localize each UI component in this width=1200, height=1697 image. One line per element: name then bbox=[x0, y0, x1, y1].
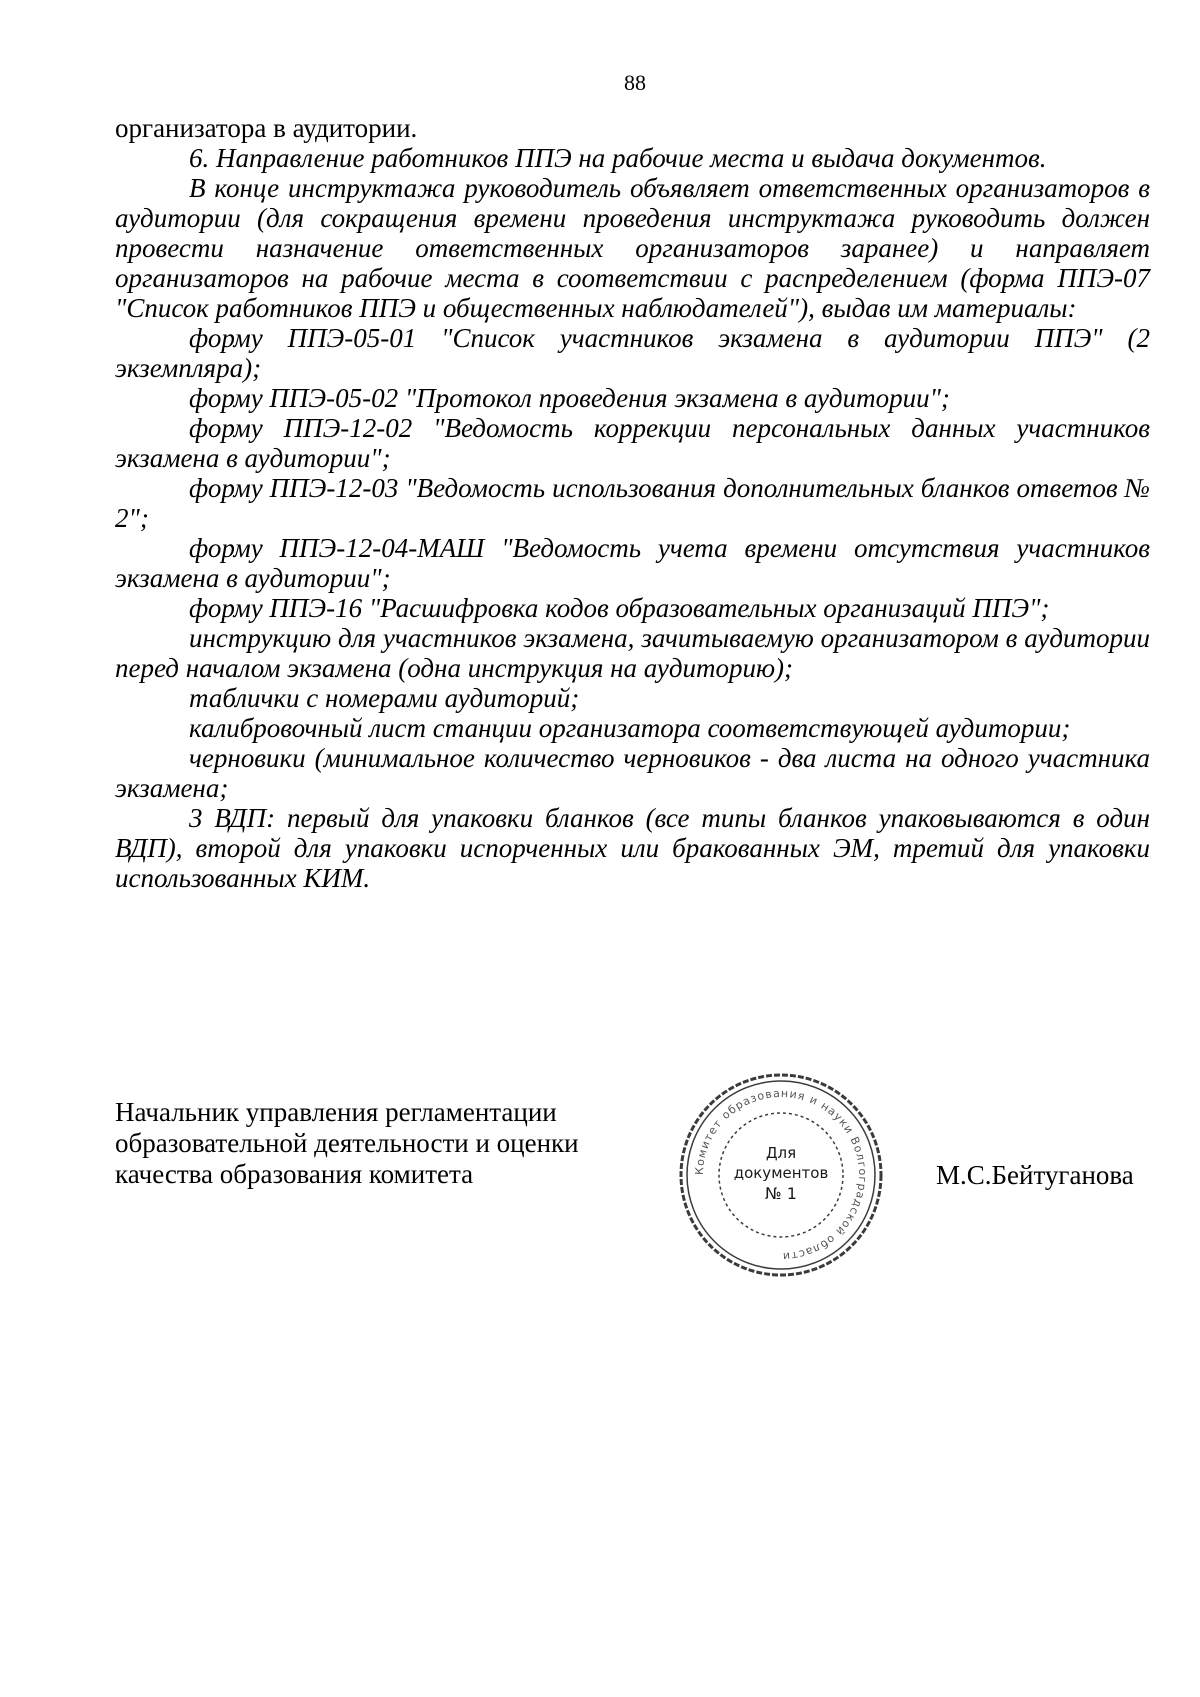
signer-name: М.С.Бейтуганова bbox=[936, 1160, 1134, 1190]
list-item: форму ППЭ-16 "Расшифровка кодов образовательных организаций ППЭ"; bbox=[189, 593, 1050, 623]
list-item: форму ППЭ-05-01 "Список участников экзамена в аудитории ППЭ" (2 экземпляра); bbox=[115, 323, 1150, 383]
list-item: инструкцию для участников экзамена, зачитываемую организатором в аудитории перед началом экзамена (одна инструкция на аудиторию); bbox=[115, 623, 1150, 683]
signer-title-line: образовательной деятельности и оценки bbox=[115, 1128, 579, 1158]
list-item: калибровочный лист станции организатора соответствующей аудитории; bbox=[189, 713, 1071, 743]
paragraph-2: В конце инструктажа руководитель объявляет ответственных организаторов в аудитории (для сокращения времени проведения инструктажа руководить должен провести назначение ответственных организаторов заранее) и направляет организаторов на рабочие места в соответствии с распределением (форма ППЭ-07 "Список работников ППЭ и общественных наблюдателей"), выдав им материалы: bbox=[115, 173, 1150, 323]
signer-title-line: Начальник управления регламентации bbox=[115, 1097, 557, 1127]
paragraph-0: организатора в аудитории. bbox=[115, 113, 418, 143]
official-seal bbox=[676, 1070, 886, 1280]
page-number: 88 bbox=[624, 70, 646, 95]
list-item: форму ППЭ-12-02 "Ведомость коррекции персональных данных участников экзамена в аудитории"; bbox=[115, 413, 1150, 473]
signer-title-line: качества образования комитета bbox=[115, 1159, 474, 1189]
seal-line-3: № 1 bbox=[765, 1184, 797, 1203]
seal-ring-text: Комитет образования и науки Волгоградской области bbox=[692, 1086, 870, 1264]
list-item: 3 ВДП: первый для упаковки бланков (все типы бланков упаковываются в один ВДП), второй для упаковки испорченных или бракованных ЭМ, третий для упаковки использованных КИМ. bbox=[115, 803, 1150, 893]
list-item: форму ППЭ-12-04-МАШ "Ведомость учета времени отсутствия участников экзамена в аудитории"; bbox=[115, 533, 1150, 593]
seal-line-1: Для bbox=[765, 1144, 797, 1162]
document-body bbox=[115, 113, 1150, 893]
section-heading: 6. Направление работников ППЭ на рабочие места и выдача документов. bbox=[189, 143, 1047, 173]
list-item: таблички с номерами аудиторий; bbox=[189, 683, 580, 713]
signer-title bbox=[115, 1097, 635, 1190]
list-item: форму ППЭ-05-02 "Протокол проведения экзамена в аудитории"; bbox=[189, 383, 950, 413]
seal-line-2: документов bbox=[733, 1164, 829, 1182]
list-item: форму ППЭ-12-03 "Ведомость использования дополнительных бланков ответов № 2"; bbox=[115, 473, 1150, 533]
list-item: черновики (минимальное количество черновиков - два листа на одного участника экзамена; bbox=[115, 743, 1150, 803]
